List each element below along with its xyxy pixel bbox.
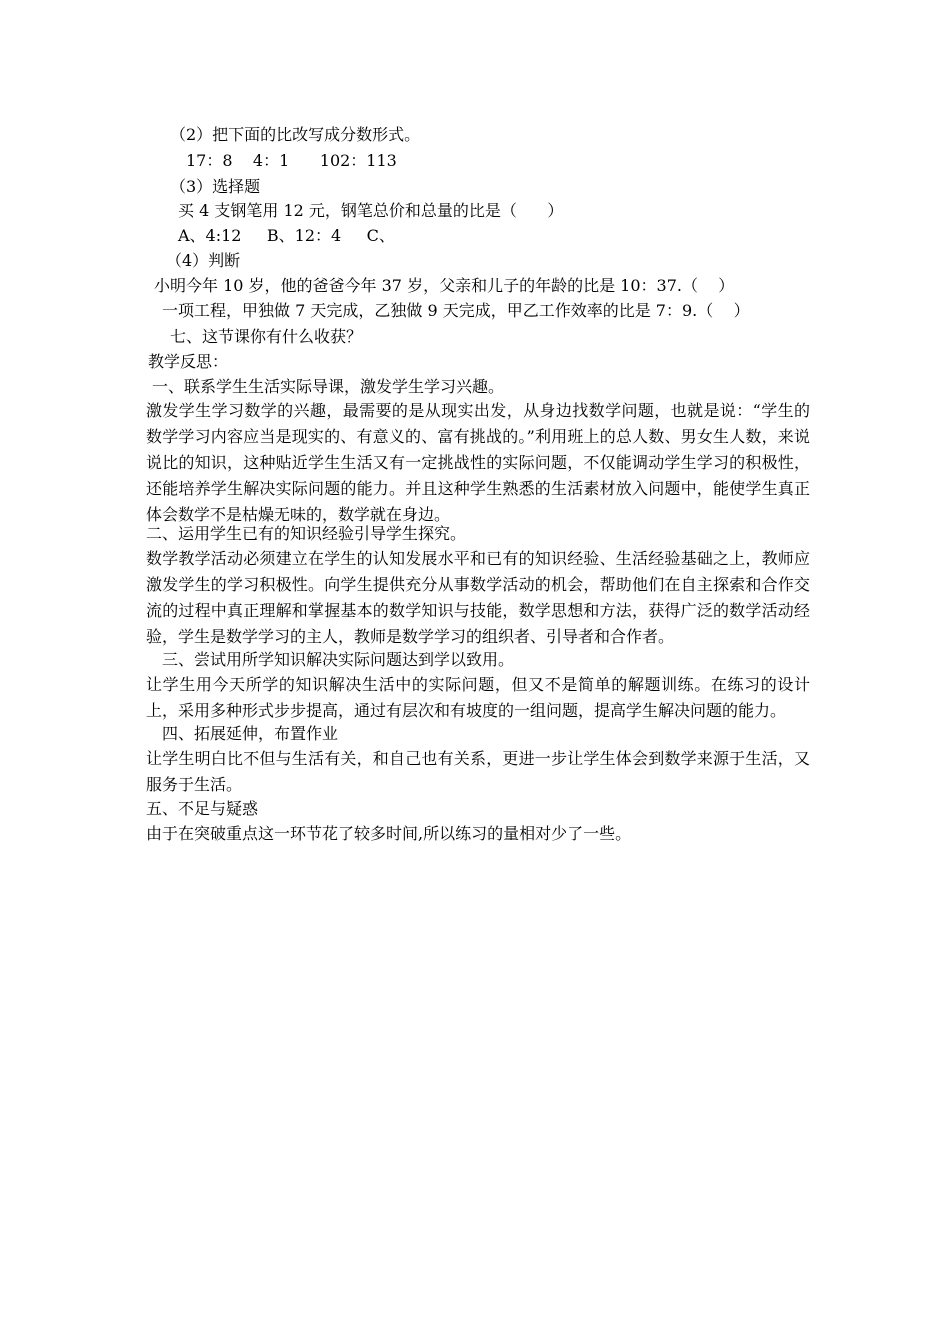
section-7-heading: 七、这节课你有什么收获？ [170,327,363,346]
reflection-heading-2: 二、运用学生已有的知识经验引导学生探究。 [146,524,467,543]
reflection-paragraph-3: 让学生用今天所学的知识解决生活中的实际问题，但又不是简单的解题训练。在练习的设计上，采用多种形式步步提高，通过有层次和有坡度的一组问题，提高学生解决问题的能力。 [146,675,810,720]
reflection-paragraph-4: 让学生明白比不但与生活有关，和自己也有关系，更进一步让学生体会到数学来源于生活，又服务于生活。 [146,749,810,794]
reflection-title: 教学反思： [148,352,229,371]
q3-options: A、4:12 B、12：4 C、 [178,226,395,245]
q4-item-1: 小明今年 10 岁，他的爸爸今年 37 岁，父亲和儿子的年龄的比是 10：37.（ ） [154,276,735,295]
reflection-paragraph-2: 数学教学活动必须建立在学生的认知发展水平和已有的知识经验、生活经验基础之上，教师应激发学生的学习积极性。向学生提供充分从事数学活动的机会，帮助他们在自主探索和合作交流的过程中真正理解和掌握基本的数学知识与技能，数学思想和方法，获得广泛的数学活动经验，学生是数学学习的主人，教师是数学学习的组织者、引导者和合作者。 [146,549,810,646]
q3-question: 买 4 支钢笔用 12 元，钢笔总价和总量的比是（ ） [178,201,564,220]
reflection-paragraph-5: 由于在突破重点这一环节花了较多时间,所以练习的量相对少了一些。 [146,824,632,843]
q2-items: 17：8 4：1 102：113 [186,151,397,170]
reflection-heading-1: 一、联系学生生活实际导课，激发学生学习兴趣。 [152,377,505,396]
reflection-paragraph-1: 激发学生学习数学的兴趣，最需要的是从现实出发，从身边找数学问题，也就是说：“学生的数学学习内容应当是现实的、有意义的、富有挑战的。”利用班上的总人数、男女生人数，来说说比的知识，这种贴近学生生活又有一定挑战性的实际问题，不仅能调动学生学习的积极性，还能培养学生解决实际问题的能力。并且这种学生熟悉的生活素材放入问题中，能使学生真正体会数学不是枯燥无味的，数学就在身边。 [146,401,810,524]
q2-title: （2）把下面的比改写成分数形式。 [170,125,421,144]
reflection-heading-3: 三、尝试用所学知识解决实际问题达到学以致用。 [162,650,515,669]
reflection-heading-5: 五、不足与疑惑 [146,799,259,818]
q4-title: （4）判断 [166,251,241,270]
reflection-heading-4: 四、拓展延伸，布置作业 [162,724,339,743]
q4-item-2: 一项工程，甲独做 7 天完成，乙独做 9 天完成，甲乙工作效率的比是 7：9.（ ） [162,301,750,320]
q3-title: （3）选择题 [170,177,261,196]
